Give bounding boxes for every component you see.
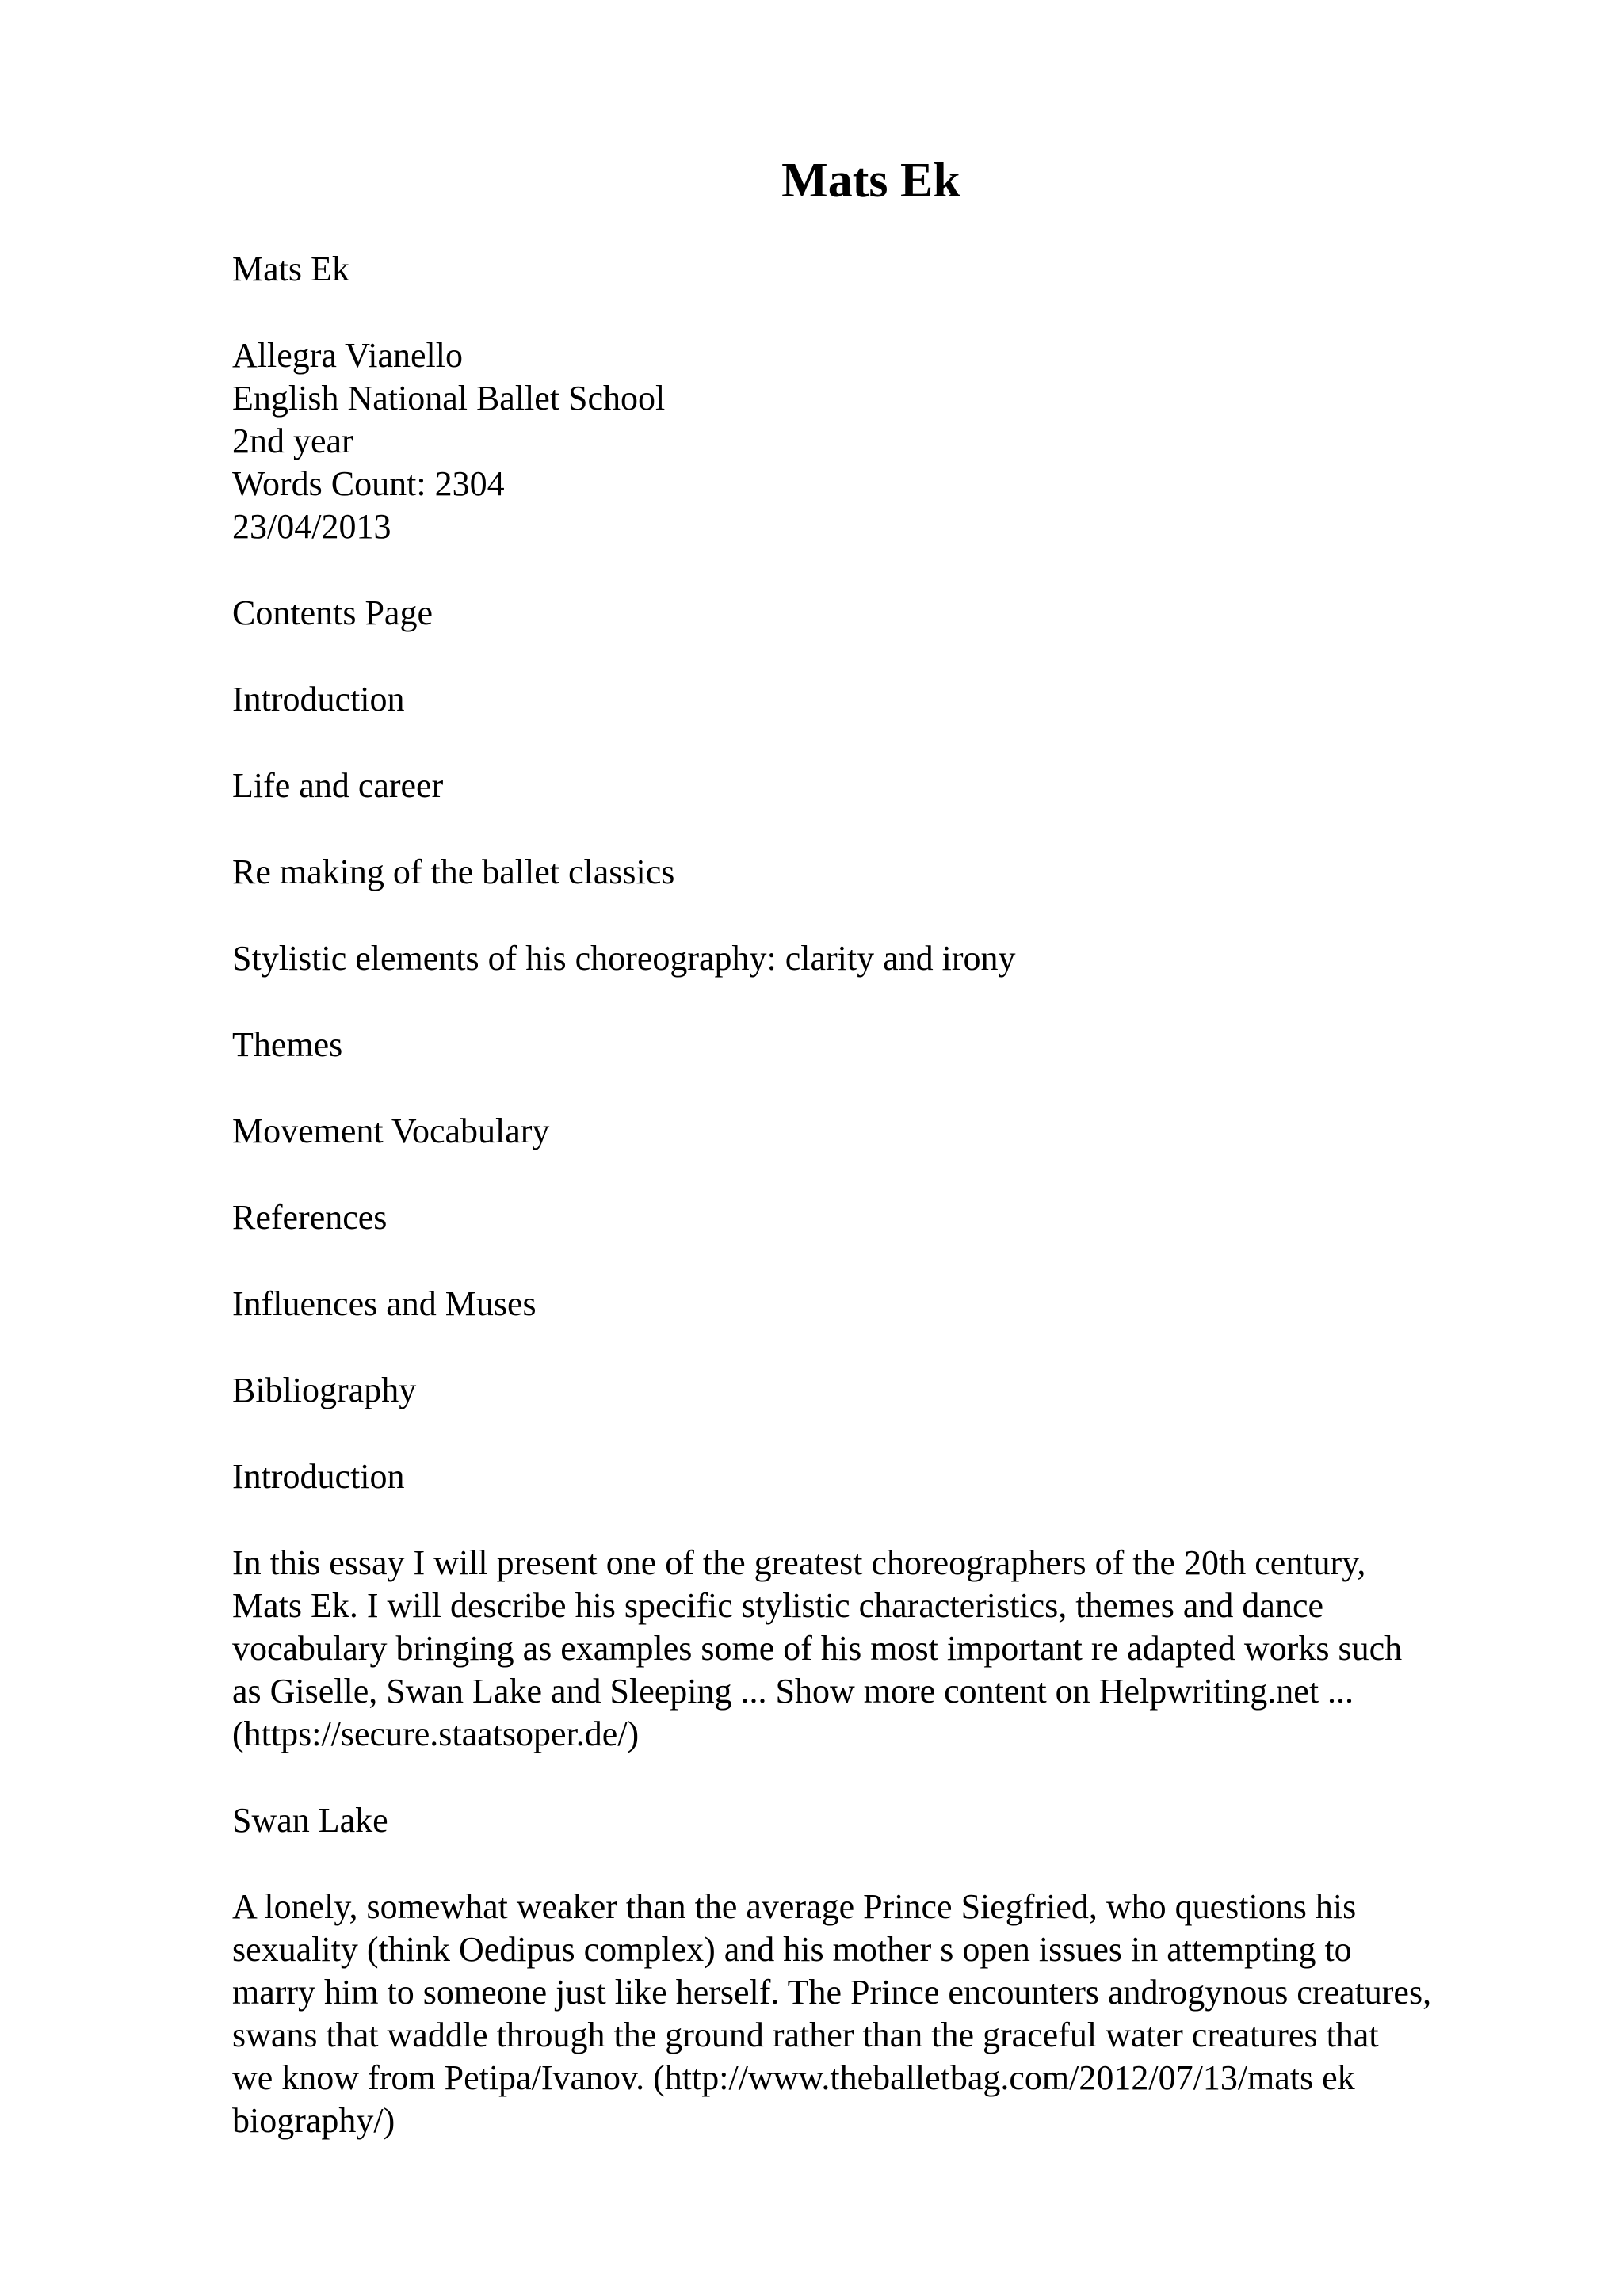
contents-item: Introduction xyxy=(232,680,405,719)
document-title: Mats Ek xyxy=(781,154,960,208)
year-level: 2nd year xyxy=(232,421,353,460)
swan-lake-paragraph xyxy=(232,1886,1532,2142)
contents-item: Themes xyxy=(232,1025,343,1064)
contents-item: References xyxy=(232,1198,388,1237)
section-heading-introduction: Introduction xyxy=(232,1457,405,1496)
document-subtitle: Mats Ek xyxy=(232,250,349,288)
author-block xyxy=(232,334,1532,548)
contents-item: Life and career xyxy=(232,766,444,805)
paragraph-line: vocabulary bringing as examples some of his most important re adapted works such xyxy=(232,1629,1403,1668)
school-name: English National Ballet School xyxy=(232,379,666,418)
intro-paragraph xyxy=(232,1542,1532,1756)
paragraph-line: A lonely, somewhat weaker than the average Prince Siegfried, who questions his xyxy=(232,1887,1357,1926)
paragraph-line: In this essay I will present one of the greatest choreographers of the 20th century, xyxy=(232,1543,1366,1582)
paragraph-line: we know from Petipa/Ivanov. (http://www.theballetbag.com/2012/07/13/mats ek xyxy=(232,2058,1355,2097)
document-date: 23/04/2013 xyxy=(232,507,391,546)
paragraph-line: sexuality (think Oedipus complex) and his mother s open issues in attempting to xyxy=(232,1930,1352,1969)
contents-item: Influences and Muses xyxy=(232,1284,537,1323)
paragraph-line: marry him to someone just like herself. The Prince encounters androgynous creatures, xyxy=(232,1973,1432,2012)
word-count: Words Count: 2304 xyxy=(232,464,505,503)
section-heading-swan-lake: Swan Lake xyxy=(232,1801,388,1840)
author-name: Allegra Vianello xyxy=(232,336,464,375)
contents-item: Bibliography xyxy=(232,1371,417,1409)
paragraph-line: Mats Ek. I will describe his specific stylistic characteristics, themes and dance xyxy=(232,1586,1323,1625)
paragraph-line: (https://secure.staatsoper.de/) xyxy=(232,1714,640,1753)
paragraph-line: as Giselle, Swan Lake and Sleeping ... Show more content on Helpwriting.net ... xyxy=(232,1672,1354,1711)
contents-item: Re making of the ballet classics xyxy=(232,852,675,891)
paragraph-line: biography/) xyxy=(232,2101,395,2140)
contents-item: Stylistic elements of his choreography: clarity and irony xyxy=(232,939,1016,978)
paragraph-line: swans that waddle through the ground rather than the graceful water creatures that xyxy=(232,2016,1379,2054)
contents-heading: Contents Page xyxy=(232,593,433,632)
contents-item: Movement Vocabulary xyxy=(232,1112,550,1150)
